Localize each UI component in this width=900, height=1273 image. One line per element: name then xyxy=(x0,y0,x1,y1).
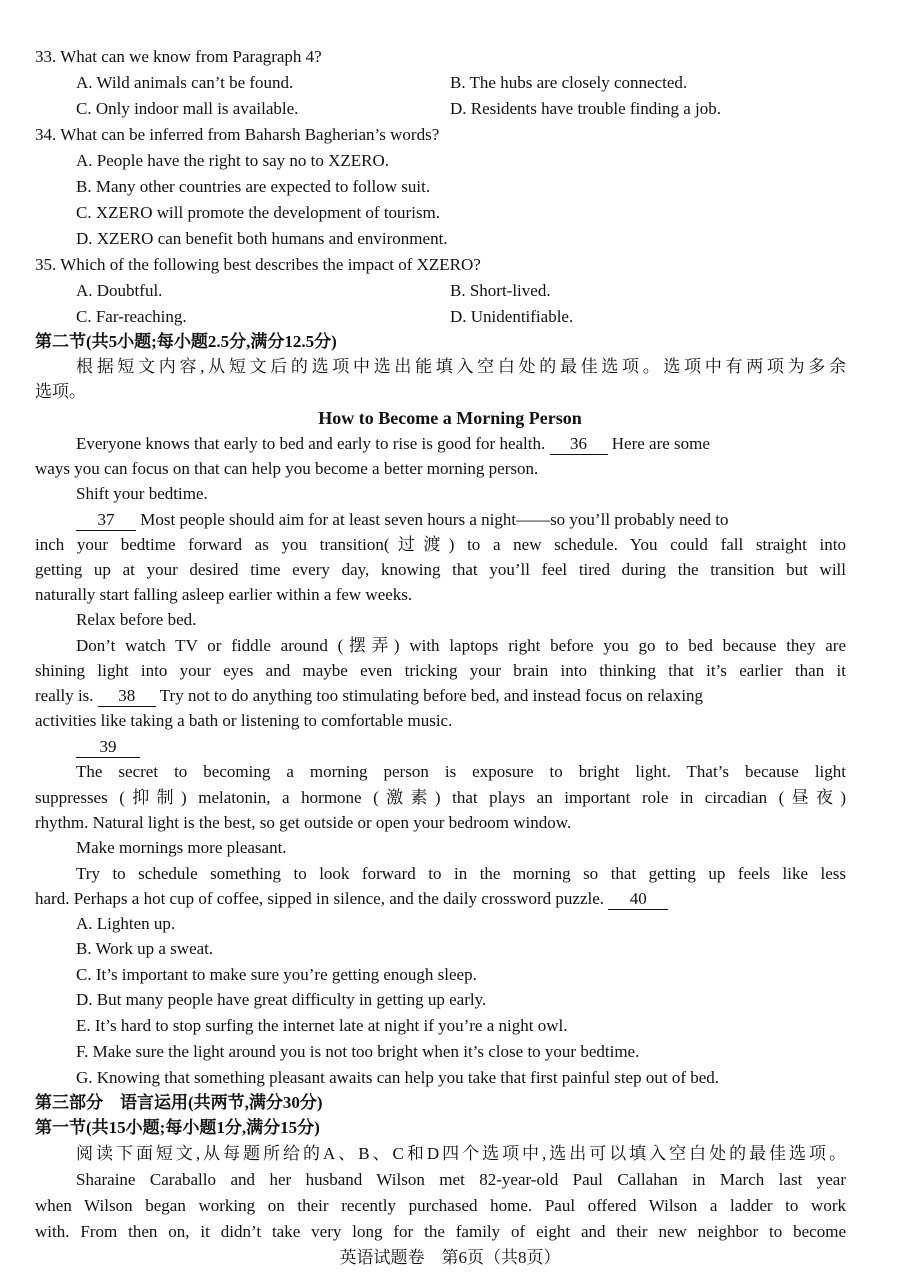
passage-line: The secret to becoming a morning person is exposure to bright light. That’s because light xyxy=(76,762,846,781)
passage-line: Sharaine Caraballo and her husband Wilson met 82-year-old Paul Callahan in March last year xyxy=(76,1170,846,1189)
passage-text: Everyone knows that early to bed and early to rise is good for health. xyxy=(76,434,546,453)
answer-option-c: C. It’s important to make sure you’re getting enough sleep. xyxy=(76,965,477,984)
section2-instruction-line1: 根据短文内容,从短文后的选项中选出能填入空白处的最佳选项。选项中有两项为多余 xyxy=(76,357,846,376)
subheading-relax-before-bed: Relax before bed. xyxy=(76,610,197,629)
passage-line: getting up at your desired time every day, knowing that you’ll feel tired during the transition but will xyxy=(35,560,846,579)
q33-option-d: D. Residents have trouble finding a job. xyxy=(450,99,722,118)
answer-option-e: E. It’s hard to stop surfing the internet late at night if you’re a night owl. xyxy=(76,1016,568,1035)
passage-line xyxy=(35,684,703,708)
passage-line xyxy=(76,508,729,532)
part3-instruction: 阅读下面短文,从每题所给的A、B、C和D四个选项中,选出可以填入空白处的最佳选项。 xyxy=(76,1144,846,1163)
passage-line xyxy=(76,432,710,456)
q33-option-a: A. Wild animals can’t be found. xyxy=(76,73,294,92)
section2-heading: 第二节(共5小题;每小题2.5分,满分12.5分) xyxy=(35,332,337,351)
q33-option-c: C. Only indoor mall is available. xyxy=(76,99,299,118)
q33-option-b: B. The hubs are closely connected. xyxy=(450,73,688,92)
passage-line: with. From then on, it didn’t take very long for the family of eight and their new neighbor to become xyxy=(35,1222,846,1241)
passage-text: hard. Perhaps a hot cup of coffee, sipped in silence, and the daily crossword puzzle. xyxy=(35,889,605,908)
passage-title: How to Become a Morning Person xyxy=(318,408,582,428)
blank-40: 40 xyxy=(608,889,668,910)
passage-text: really is. xyxy=(35,686,94,705)
passage-line: when Wilson began working on their recently purchased home. Paul offered Wilson a ladder to work xyxy=(35,1196,846,1215)
passage-text: Here are some xyxy=(611,434,710,453)
q35-option-d: D. Unidentifiable. xyxy=(450,307,574,326)
q34-option-b: B. Many other countries are expected to follow suit. xyxy=(76,177,431,196)
answer-option-g: G. Knowing that something pleasant awaits can help you take that first painful step out of bed. xyxy=(76,1068,720,1087)
passage-line: Try to schedule something to look forward to in the morning so that getting up feels like less xyxy=(76,864,846,883)
passage-line xyxy=(35,887,668,911)
q35-option-b: B. Short-lived. xyxy=(450,281,551,300)
q35-option-a: A. Doubtful. xyxy=(76,281,163,300)
passage-line xyxy=(76,735,140,759)
passage-line: rhythm. Natural light is the best, so get outside or open your bedroom window. xyxy=(35,813,572,832)
passage-line: shining light into your eyes and maybe even tricking your brain into thinking that it’s earlier than it xyxy=(35,661,846,680)
passage-line: Don’t watch TV or fiddle around (摆弄) with laptops right before you go to bed because they are xyxy=(76,636,846,655)
passage-line: ways you can focus on that can help you become a better morning person. xyxy=(35,459,539,478)
answer-option-b: B. Work up a sweat. xyxy=(76,939,214,958)
passage-text: Most people should aim for at least seven hours a night——so you’ll probably need to xyxy=(140,510,729,529)
blank-36: 36 xyxy=(550,434,608,455)
answer-option-f: F. Make sure the light around you is not too bright when it’s close to your bedtime. xyxy=(76,1042,640,1061)
blank-37: 37 xyxy=(76,510,136,531)
q34-option-d: D. XZERO can benefit both humans and environment. xyxy=(76,229,448,248)
page-footer: 英语试题卷 第6页（共8页） xyxy=(339,1248,561,1267)
passage-line: inch your bedtime forward as you transition(过渡) to a new schedule. You could fall straight into xyxy=(35,535,846,554)
passage-text: Try not to do anything too stimulating before bed, and instead focus on relaxing xyxy=(159,686,704,705)
part3-heading: 第三部分 语言运用(共两节,满分30分) xyxy=(35,1093,323,1112)
answer-option-d: D. But many people have great difficulty in getting up early. xyxy=(76,990,487,1009)
passage-line: activities like taking a bath or listening to comfortable music. xyxy=(35,711,453,730)
q34-option-a: A. People have the right to say no to XZERO. xyxy=(76,151,390,170)
part3-subheading: 第一节(共15小题;每小题1分,满分15分) xyxy=(35,1118,320,1137)
passage-line: naturally start falling asleep earlier within a few weeks. xyxy=(35,585,413,604)
q35-stem: 35. Which of the following best describes the impact of XZERO? xyxy=(35,255,481,274)
q33-stem: 33. What can we know from Paragraph 4? xyxy=(35,47,322,66)
subheading-shift-bedtime: Shift your bedtime. xyxy=(76,484,208,503)
section2-instruction-line2: 选项。 xyxy=(35,382,86,401)
subheading-make-mornings-pleasant: Make mornings more pleasant. xyxy=(76,838,287,857)
q35-option-c: C. Far-reaching. xyxy=(76,307,187,326)
q34-stem: 34. What can be inferred from Baharsh Bagherian’s words? xyxy=(35,125,440,144)
answer-option-a: A. Lighten up. xyxy=(76,914,176,933)
blank-39: 39 xyxy=(76,737,140,758)
q34-option-c: C. XZERO will promote the development of tourism. xyxy=(76,203,441,222)
blank-38: 38 xyxy=(98,686,156,707)
passage-line: suppresses (抑制) melatonin, a hormone (激素) that plays an important role in circadian (昼夜) xyxy=(35,788,846,807)
